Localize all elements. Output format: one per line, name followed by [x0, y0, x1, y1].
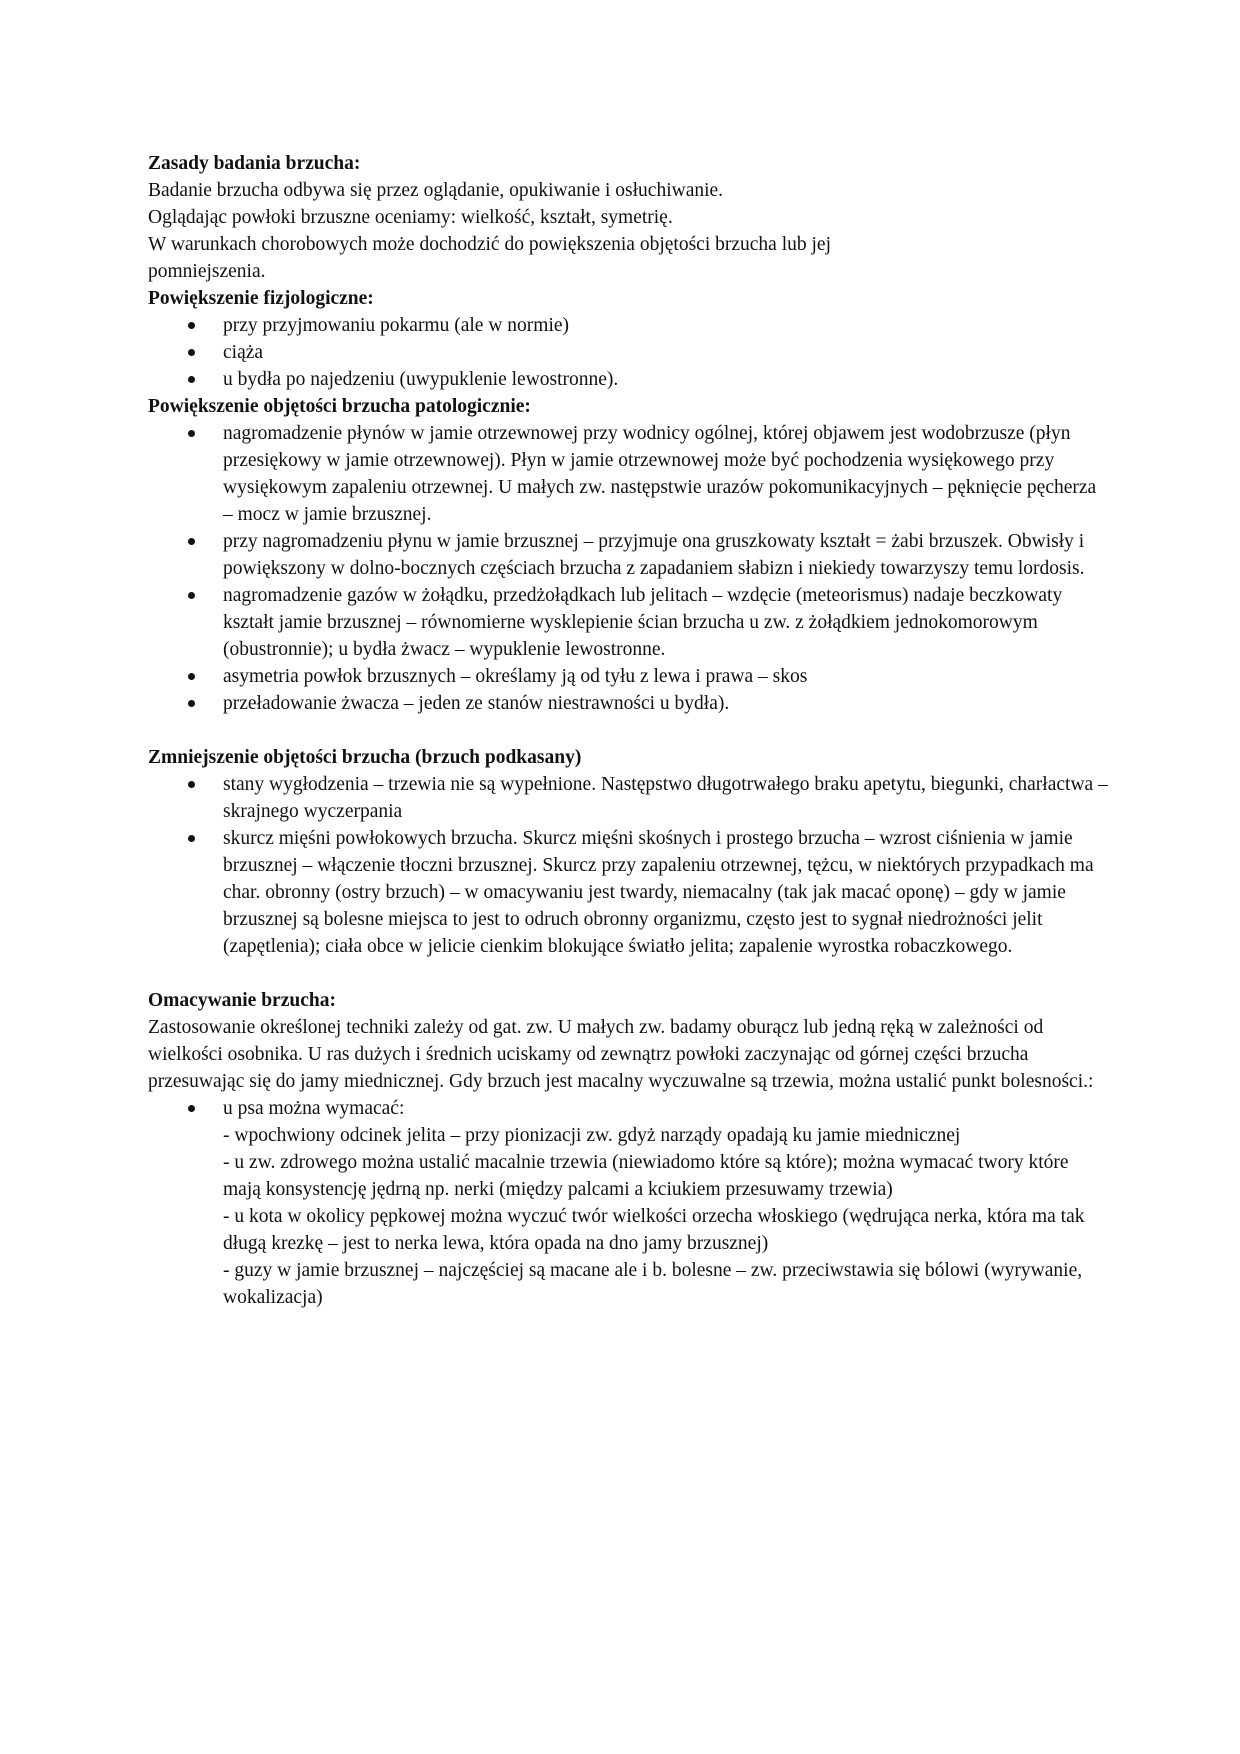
list-item: skurcz mięśni powłokowych brzucha. Skurcz mięśni skośnych i prostego brzucha – wzrost ciśnienia w jamie brzusznej – włączenie tłoczni brzusznej. Skurcz przy zapaleniu otrzewnej, tężcu, w niektórych przypadkach ma char. obronny (ostry brzuch) – w omacywaniu jest twardy, niemacalny (tak jak macać oponę) – gdy w jamie brzusznej są bolesne miejsca to jest to odruch obronny organizmu, często jest to sygnał niedrożności jelit (zapętlenia); ciała obce w jelicie cienkim blokujące światło jelita; zapalenie wyrostka robaczkowego. — [148, 825, 1108, 960]
heading-omacywanie: Omacywanie brzucha: — [148, 990, 336, 1011]
paragraph: Zastosowanie określonej techniki zależy od gat. zw. U małych zw. badamy oburącz lub jedną ręką w zależności od wielkości osobnika. U ras dużych i średnich uciskamy od zewnątrz powłoki zaczynając od górnej części brzucha przesuwając się do jamy miednicznej. Gdy brzuch jest macalny wyczuwalne są trzewia, można ustalić punkt bolesności.: — [148, 1017, 1094, 1092]
bullet-list — [148, 420, 1108, 717]
list-item — [148, 1095, 1108, 1311]
list-item: u bydła po najedzeniu (uwypuklenie lewostronne). — [148, 366, 1108, 393]
list-item: asymetria powłok brzusznych – określamy ją od tyłu z lewa i prawa – skos — [148, 663, 1108, 690]
paragraph: Badanie brzucha odbywa się przez oglądanie, opukiwanie i osłuchiwanie. — [148, 180, 724, 201]
sub-item: - u zw. zdrowego można ustalić macalnie trzewia (niewiadomo które są które); można wymacać twory które mają konsystencję jędrną np. nerki (między palcami a kciukiem przesuwamy trzewia) — [223, 1152, 1069, 1200]
heading-fizjologiczne: Powiększenie fizjologiczne: — [148, 288, 374, 309]
list-item: przy nagromadzeniu płynu w jamie brzusznej – przyjmuje ona gruszkowaty kształt = żabi brzuszek. Obwisły i powiększony w dolno-bocznych częściach brzucha z zapadaniem słabizn i niekiedy towarzyszy temu lordosis. — [148, 528, 1108, 582]
bullet-list — [148, 1095, 1108, 1311]
list-item: nagromadzenie gazów w żołądku, przedżołądkach lub jelitach – wzdęcie (meteorismus) nadaje beczkowaty kształt jamie brzusznej – równomierne wysklepienie ścian brzucha u zw. z żołądkiem jednokomorowym (obustronnie); u bydła żwacz – wypuklenie lewostronne. — [148, 582, 1108, 663]
list-item: nagromadzenie płynów w jamie otrzewnowej przy wodnicy ogólnej, której objawem jest wodobrzusze (płyn przesiękowy w jamie otrzewnowej). Płyn w jamie otrzewnowej może być pochodzenia wysiękowego przy wysiękowym zapaleniu otrzewnej. U małych zw. następstwie urazów pokomunikacyjnych – pęknięcie pęcherza – mocz w jamie brzusznej. — [148, 420, 1108, 528]
paragraph: W warunkach chorobowych może dochodzić do powiększenia objętości brzucha lub jej pomniejszenia. — [148, 234, 831, 282]
bullet-list — [148, 312, 1108, 393]
spacer — [148, 717, 1108, 744]
sub-item: - wpochwiony odcinek jelita – przy pionizacji zw. gdyż narządy opadają ku jamie miednicznej — [223, 1125, 961, 1146]
bullet-list — [148, 771, 1108, 960]
paragraph: Oglądając powłoki brzuszne oceniamy: wielkość, kształt, symetrię. — [148, 207, 673, 228]
heading-zmniejszenie: Zmniejszenie objętości brzucha (brzuch podkasany) — [148, 747, 582, 768]
spacer — [148, 960, 1108, 987]
heading-patologicznie: Powiększenie objętości brzucha patologicznie: — [148, 396, 531, 417]
list-item: przy przyjmowaniu pokarmu (ale w normie) — [148, 312, 1108, 339]
list-item: przeładowanie żwacza – jeden ze stanów niestrawności u bydła). — [148, 690, 1108, 717]
list-item: stany wygłodzenia – trzewia nie są wypełnione. Następstwo długotrwałego braku apetytu, biegunki, charłactwa – skrajnego wyczerpania — [148, 771, 1108, 825]
heading-zasady: Zasady badania brzucha: — [148, 153, 361, 174]
sub-item: - u kota w okolicy pępkowej można wyczuć twór wielkości orzecha włoskiego (wędrująca nerka, która ma tak długą krezkę – jest to nerka lewa, która opada na dno jamy brzusznej) — [223, 1206, 1085, 1254]
list-item-lead: u psa można wymacać: — [223, 1098, 405, 1119]
sub-item: - guzy w jamie brzusznej – najczęściej są macane ale i b. bolesne – zw. przeciwstawia się bólowi (wyrywanie, wokalizacja) — [223, 1260, 1083, 1308]
document-page — [148, 150, 1108, 1311]
list-item: ciąża — [148, 339, 1108, 366]
